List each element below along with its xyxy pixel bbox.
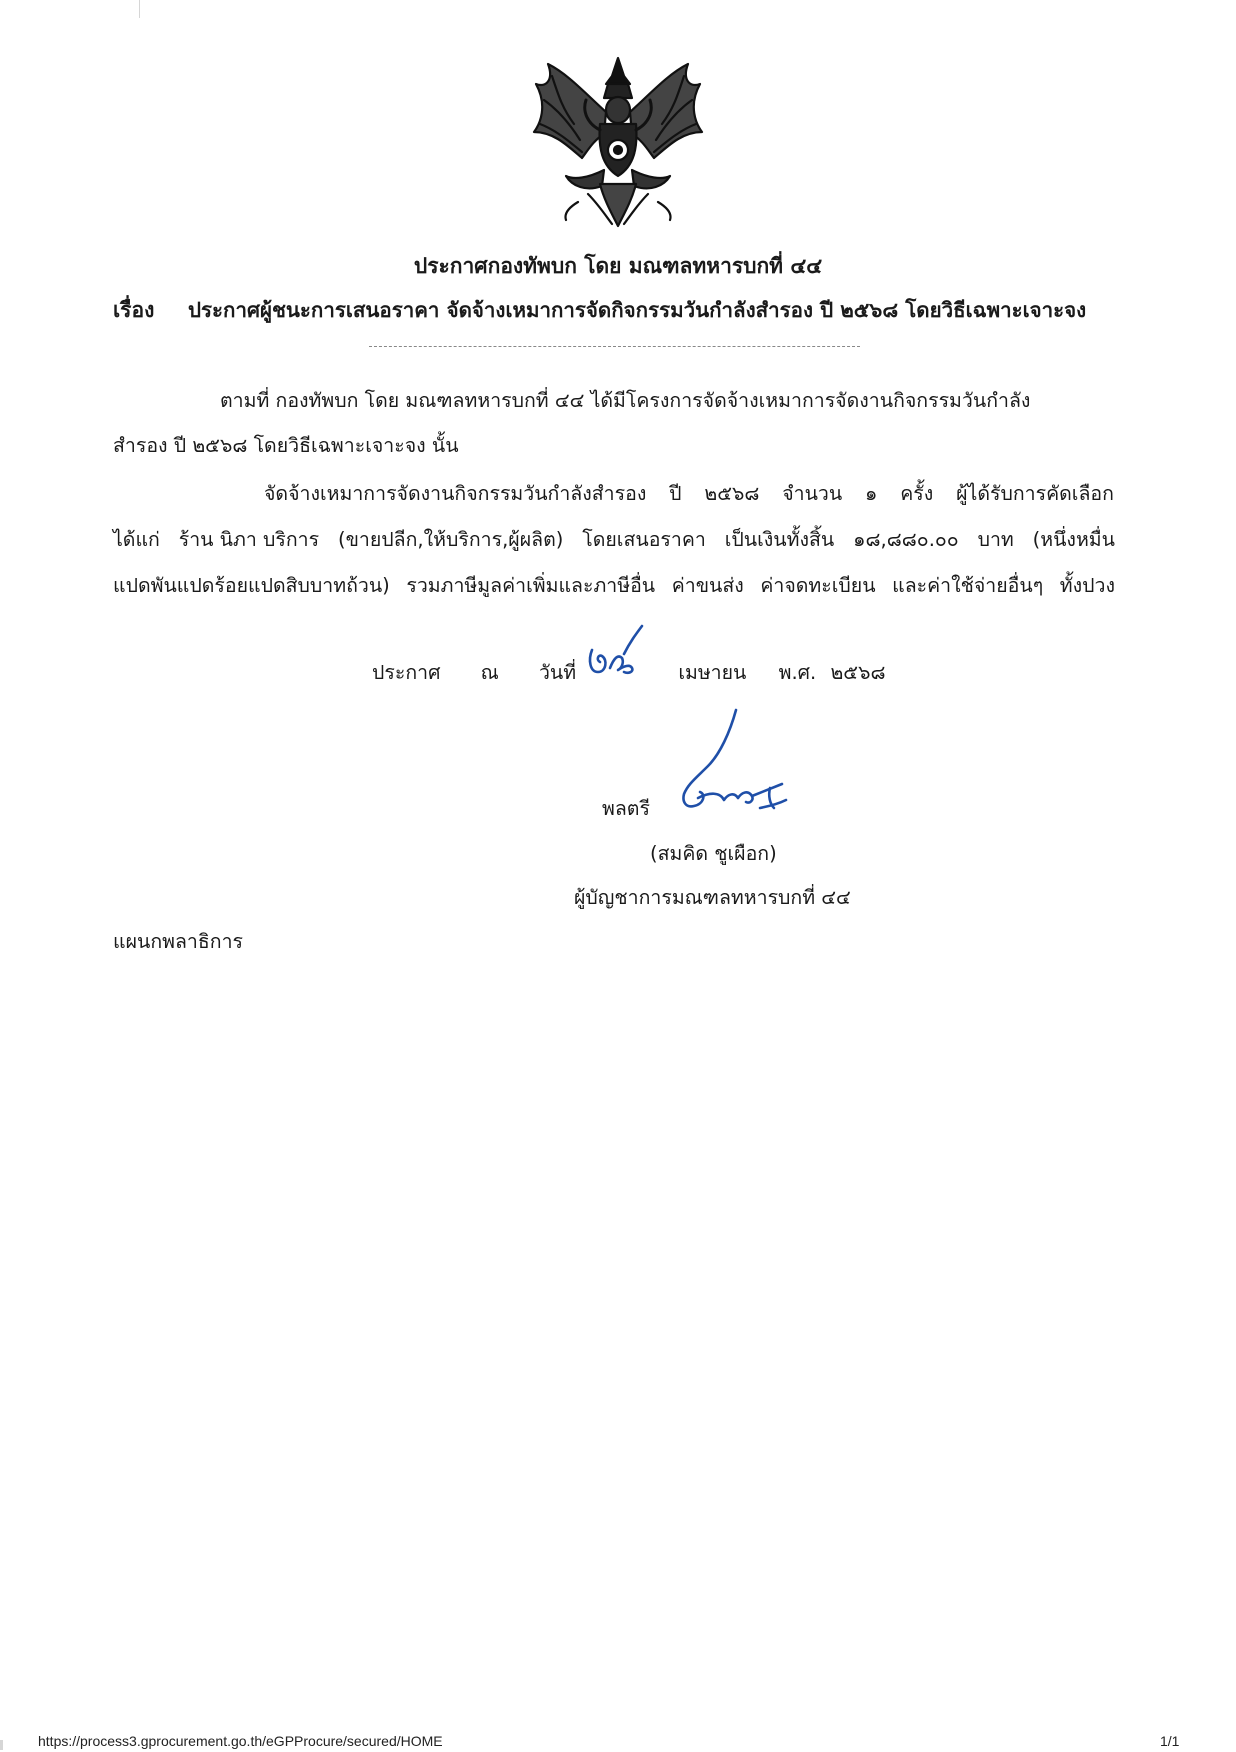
year-label: พ.ศ. xyxy=(778,661,817,684)
subject-label: เรื่อง xyxy=(113,298,155,322)
title-separator xyxy=(369,346,860,347)
text-segment: ทั้งปวง xyxy=(1059,574,1115,597)
text-segment: บาท xyxy=(977,528,1014,551)
text-segment: โดยเสนอราคา xyxy=(582,528,706,551)
text-segment: ปี xyxy=(669,482,682,505)
paragraph-1-line-1: ตามที่ กองทัพบก โดย มณฑลทหารบกที่ ๔๔ ได้มีโครงการจัดจ้างเหมาการจัดงานกิจกรรมวันกำลัง xyxy=(220,389,1031,412)
signer-name: (สมคิด ชูเผือก) xyxy=(650,842,777,865)
text-segment: และค่าใช้จ่ายอื่นๆ xyxy=(892,574,1044,597)
date-at: ณ xyxy=(480,661,499,684)
text-segment: ค่าขนส่ง xyxy=(671,574,744,597)
signer-title: ผู้บัญชาการมณฑลทหารบกที่ ๔๔ xyxy=(574,886,851,909)
date-label: ประกาศ xyxy=(372,661,441,684)
day-label: วันที่ xyxy=(538,661,577,684)
department: แผนกพลาธิการ xyxy=(113,930,244,953)
total-amount: ๑๘,๘๘๐.๐๐ xyxy=(853,528,959,551)
scan-mark xyxy=(139,0,140,18)
handwritten-day xyxy=(584,624,644,680)
signature-icon xyxy=(674,708,794,822)
text-segment: ได้แก่ xyxy=(113,528,160,551)
document-title: ประกาศกองทัพบก โดย มณฑลทหารบกที่ ๔๔ xyxy=(413,254,823,278)
paragraph-1-line-2: สำรอง ปี ๒๕๖๘ โดยวิธีเฉพาะเจาะจง นั้น xyxy=(113,434,459,457)
text-segment: ค่าจดทะเบียน xyxy=(760,574,876,597)
paragraph-2-line-3 xyxy=(113,570,1115,601)
text-segment: ครั้ง xyxy=(900,482,934,505)
month: เมษายน xyxy=(678,661,747,684)
paragraph-2-line-2 xyxy=(113,524,1115,555)
text-segment: ๒๕๖๘ xyxy=(704,482,760,505)
signer-rank: พลตรี xyxy=(602,797,650,820)
scan-mark xyxy=(0,1740,3,1750)
text-segment: (หนึ่งหมื่น xyxy=(1032,528,1115,551)
page-number: 1/1 xyxy=(1160,1733,1180,1749)
vendor-name: ร้าน นิภา บริการ xyxy=(178,528,320,551)
text-segment: จัดจ้างเหมาการจัดงานกิจกรรมวันกำลังสำรอง xyxy=(264,482,647,505)
text-segment: ผู้ได้รับการคัดเลือก xyxy=(956,482,1114,505)
text-segment: รวมภาษีมูลค่าเพิ่มและภาษีอื่น xyxy=(406,574,656,597)
text-segment: ๑ xyxy=(865,482,878,505)
text-segment: จำนวน xyxy=(782,482,843,505)
subject-text: ประกาศผู้ชนะการเสนอราคา จัดจ้างเหมาการจัดกิจกรรมวันกำลังสำรอง ปี ๒๕๖๘ โดยวิธีเฉพาะเจาะจง xyxy=(188,298,1087,322)
footer-url: https://process3.gprocurement.go.th/eGPProcure/secured/HOME xyxy=(38,1733,443,1749)
text-segment: (ขายปลีก,ให้บริการ,ผู้ผลิต) xyxy=(337,528,564,551)
text-segment: เป็นเงินทั้งสิ้น xyxy=(724,528,835,551)
text-segment: แปดพันแปดร้อยแปดสิบบาทถ้วน) xyxy=(113,574,390,597)
garuda-emblem-icon xyxy=(528,54,708,232)
paragraph-2-line-1 xyxy=(264,478,1114,509)
year: ๒๕๖๘ xyxy=(830,661,886,684)
